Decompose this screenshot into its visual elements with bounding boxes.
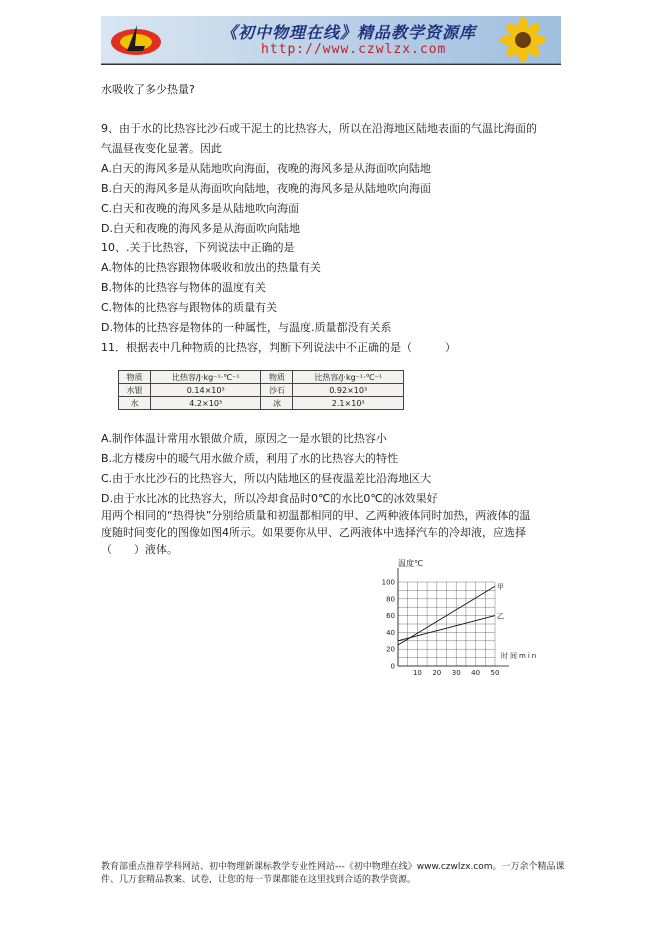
q10-option-b: B.物体的比热容与物体的温度有关 (101, 281, 267, 294)
table-row (119, 397, 404, 410)
y-tick-label: 60 (386, 612, 395, 621)
table-cell: 2.1×10³ (293, 397, 404, 410)
y-tick-label: 20 (386, 645, 395, 654)
question-10-stem: 10、.关于比热容，下列说法中正确的是 (101, 241, 295, 254)
logo-icon (107, 21, 165, 59)
q9-option-b: B.白天的海风多是从海面吹向陆地，夜晚的海风多是从陆地吹向海面 (101, 182, 432, 195)
table-cell: 0.14×10³ (150, 384, 261, 397)
question-12-stem: 用两个相同的“热得快”分别给质量和初温都相同的甲、乙两种液体同时加热，两液体的温 (101, 509, 531, 522)
table-cell: 4.2×10³ (150, 397, 261, 410)
y-tick-label: 100 (381, 578, 395, 587)
table-cell: 0.92×10³ (293, 384, 404, 397)
x-tick-label: 40 (471, 669, 481, 677)
question-12-answer: （ ）液体。 (101, 543, 178, 556)
y-tick-label: 0 (390, 662, 395, 671)
banner-title: 《初中物理在线》精品教学资源库 (221, 23, 477, 42)
x-axis-label: 时间min (501, 652, 539, 660)
table-header-cell: 物质 (119, 371, 151, 384)
sunflower-icon (493, 18, 553, 62)
q11-option-a: A.制作体温计常用水银做介质，原因之一是水银的比热容小 (101, 432, 387, 445)
q11-option-c: C.由于水比沙石的比热容大，所以内陆地区的昼夜温差比沿海地区大 (101, 472, 432, 485)
q9-option-c: C.白天和夜晚的海风多是从陆地吹向海面 (101, 202, 300, 215)
table-cell: 沙石 (261, 384, 293, 397)
x-tick-label: 30 (451, 669, 461, 677)
site-banner (101, 16, 561, 64)
q10-option-a: A.物体的比热容跟物体吸收和放出的热量有关 (101, 261, 321, 274)
q10-option-d: D.物体的比热容是物体的一种属性，与温度.质量都没有关系 (101, 321, 392, 334)
banner-url[interactable]: http://www.czwlzx.com (261, 42, 447, 57)
table-cell: 冰 (261, 397, 293, 410)
q9-option-d: D.白天和夜晚的海风多是从海面吹向陆地 (101, 222, 300, 235)
header-rule (101, 64, 561, 65)
q11-option-b: B.北方楼房中的暖气用水做介质，利用了水的比热容大的特性 (101, 452, 399, 465)
y-tick-label: 80 (386, 595, 395, 604)
temperature-time-chart (368, 552, 558, 677)
x-tick-label: 20 (432, 669, 442, 677)
question-12-stem-cont: 度随时间变化的图像如图4所示。如果要你从甲、乙两液体中选择汽车的冷却液，应选择 (101, 526, 526, 539)
question-9-stem: 9、由于水的比热容比沙石或干泥土的比热容大，所以在沿海地区陆地表面的气温比海面的 (101, 122, 537, 135)
footer-note: 教育部重点推荐学科网站、初中物理新课标教学专业性网站---《初中物理在线》www.czwlzx.com。一万余个精品课件、几万套精品教案、试卷，让您的每一节课都能在这里找到合适的教学资源。 (101, 862, 565, 885)
y-tick-label: 40 (386, 628, 395, 637)
table-row (119, 384, 404, 397)
series-label: 乙 (497, 612, 504, 621)
table-cell: 水 (119, 397, 151, 410)
q9-option-a: A.白天的海风多是从陆地吹向海面，夜晚的海风多是从海面吹向陆地 (101, 162, 431, 175)
question-9-stem-cont: 气温昼夜变化显著。因此 (101, 142, 222, 155)
question-8-tail: 水吸收了多少热量? (101, 83, 195, 96)
table-header-cell: 比热容/J·kg⁻¹·℃⁻¹ (150, 371, 261, 384)
x-tick-label: 50 (490, 669, 500, 677)
y-axis-label: 温度℃ (398, 559, 423, 568)
x-tick-label: 10 (412, 669, 422, 677)
question-11-stem: 11．根据表中几种物质的比热容，判断下列说法中不正确的是（ ） (101, 341, 456, 354)
q10-option-c: C.物体的比热容与跟物体的质量有关 (101, 301, 278, 314)
specific-heat-table (118, 370, 404, 410)
q11-option-d: D.由于水比冰的比热容大，所以冷却食品时0℃的水比0℃的冰效果好 (101, 492, 438, 505)
table-header-row (119, 371, 404, 384)
table-header-cell: 比热容/J·kg⁻¹·℃⁻¹ (293, 371, 404, 384)
table-header-cell: 物质 (261, 371, 293, 384)
series-label: 甲 (497, 583, 504, 592)
table-cell: 水银 (119, 384, 151, 397)
